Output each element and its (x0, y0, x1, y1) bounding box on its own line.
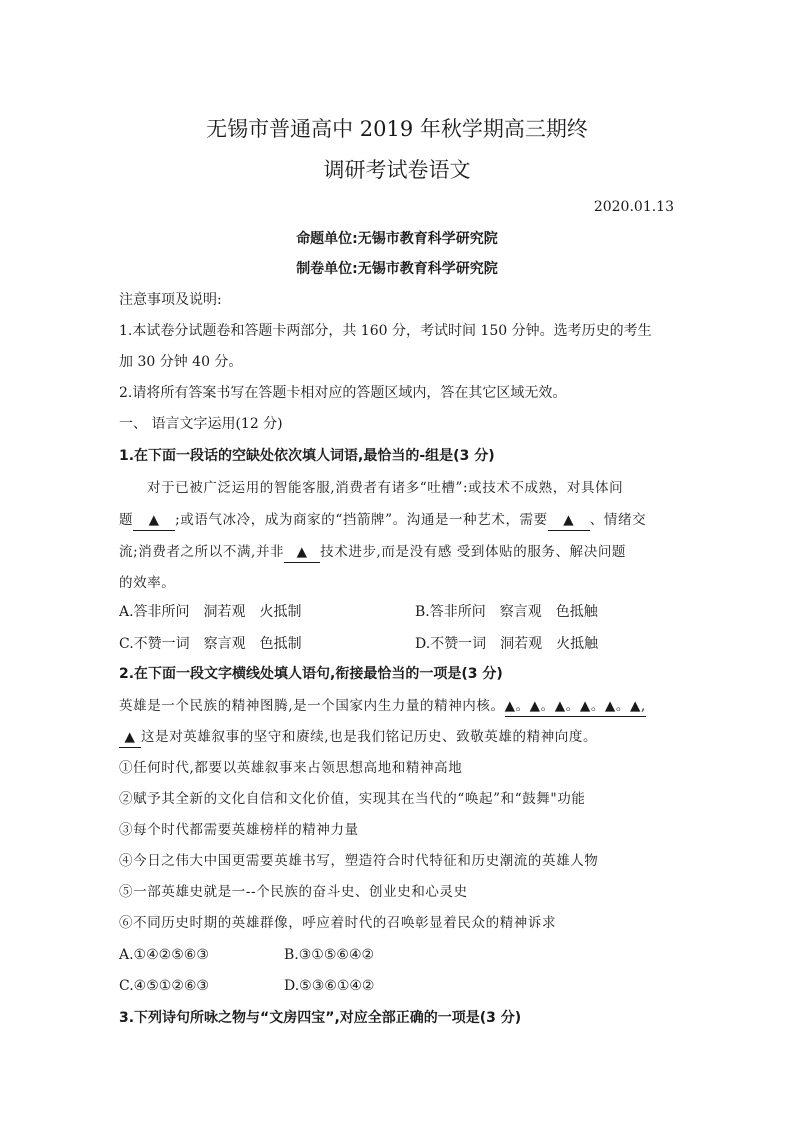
exam-date: 2020.01.13 (593, 199, 674, 215)
q1-blank-1: ▲ (133, 510, 175, 531)
q2-passage-line1 (119, 696, 646, 717)
q1-text: 技术进步,而是没有感 受到体贴的服务、解决问题 (320, 544, 627, 560)
q2-sentence-5: ⑤一部英雄史就是一--个民族的奋斗史、创业史和心灵史 (119, 884, 468, 900)
q1-passage-line2 (119, 510, 646, 531)
q2-sentence-1: ①任何时代,都要以英雄叙事来占领思想高地和精神高地 (119, 760, 463, 776)
q1-blank-2: ▲ (548, 510, 590, 531)
q1-blank-3: ▲ (284, 542, 320, 563)
notes-item1-line1: 1.本试卷分试题卷和答题卡两部分，共 160 分，考试时间 150 分钟。选考历史的考生 (119, 323, 652, 339)
notes-heading: 注意事项及说明: (119, 292, 222, 308)
q1-option-c: C.不赞一词 察言观 色抵制 (119, 636, 302, 652)
exam-title-line1: 无锡市普通高中 2019 年秋学期高三期终 (206, 117, 588, 141)
q1-option-b: B.答非所问 察言观 色抵触 (415, 604, 598, 620)
q2-blank-last: ▲ (119, 727, 141, 748)
printing-unit: 制卷单位:无锡市教育科学研究院 (296, 261, 498, 277)
q1-option-a: A.答非所问 洞若观 火抵制 (119, 604, 302, 620)
q2-option-a: A.①④②⑤⑥③ (119, 947, 209, 963)
q2-option-d: D.⑤③⑥①④② (284, 978, 375, 994)
q2-sentence-2: ②赋予其全新的文化自信和文化价值，实现其在当代的“唤起”和“鼓舞"功能 (119, 791, 586, 807)
exam-title-line2: 调研考试卷语文 (323, 158, 471, 182)
q1-text: ;或语气冰冷，成为商家的“挡箭牌”。沟通是一种艺术，需要 (175, 512, 548, 528)
q2-text: 英雄是一个民族的精神图腾,是一个国家内生力量的精神内核。 (119, 698, 505, 714)
q1-text: 流;消费者之所以不满,并非 (119, 544, 285, 560)
notes-item2: 2.请将所有答案书写在答题卡相对应的答题区域内，答在其它区域无效。 (119, 385, 567, 401)
q1-text: 题 (119, 512, 134, 528)
q1-passage-line4: 的效率。 (119, 575, 176, 591)
q2-sentence-4: ④今日之伟大中国更需要英雄书写，塑造符合时代特征和历史潮流的英雄人物 (119, 853, 599, 869)
q3-stem: 3.下列诗句所咏之物与“文房四宝”,对应全部正确的一项是(3 分) (119, 1010, 522, 1026)
q1-passage-line1: 对于已被广泛运用的智能客服,消费者有诸多“吐槽”:或技术不成熟，对具体问 (147, 480, 624, 496)
q2-passage-line2 (119, 727, 597, 748)
q1-text: 、情绪交 (589, 512, 647, 528)
q2-text: 这是对英雄叙事的坚守和赓续,也是我们铭记历史、致敬英雄的精神向度。 (141, 729, 598, 745)
q1-option-d: D.不赞一词 洞若观 火抵触 (415, 636, 599, 652)
notes-item1-line2: 加 30 分钟 40 分。 (119, 354, 243, 370)
section1-heading: 一、 语言文字运用(12 分) (119, 416, 283, 432)
q2-option-b: B.③①⑤⑥④② (284, 947, 375, 963)
q2-stem: 2.在下面一段文字横线处填人语句,衔接最恰当的一项是(3 分) (119, 666, 503, 682)
q1-passage-line3 (119, 542, 626, 563)
q2-blank-sequence: ▲。▲。▲。▲。▲。▲, (505, 696, 646, 717)
proposition-unit: 命题单位:无锡市教育科学研究院 (296, 231, 498, 247)
q2-sentence-3: ③每个时代都需要英雄榜样的精神力量 (119, 822, 359, 838)
q2-sentence-6: ⑥不同历史时期的英雄群像，呼应着时代的召唤彰显着民众的精神诉求 (119, 915, 557, 931)
q1-stem: 1.在下面一段话的空缺处依次填人词语,最恰当的-组是(3 分) (119, 448, 495, 464)
q2-option-c: C.④⑤①②⑥③ (119, 978, 209, 994)
